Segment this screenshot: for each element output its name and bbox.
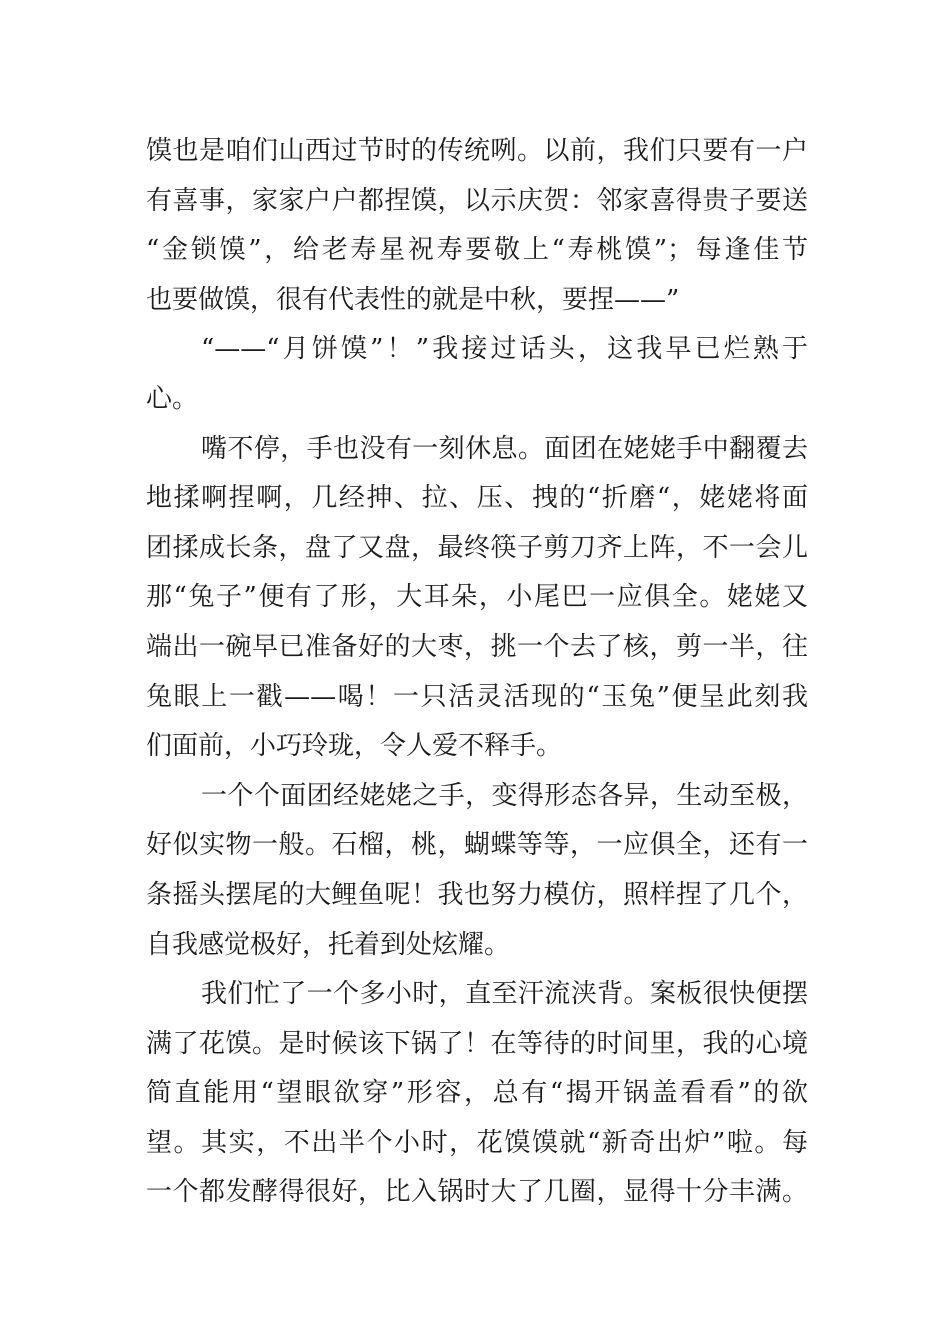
text-line: 馍也是咱们山西过节时的传统咧。以前，我们只要有一户 <box>146 136 808 166</box>
text-line: 我们忙了一个多小时，直至汗流浃背。案板很快便摆 <box>201 979 808 1010</box>
text-line: 那“兔子”便有了形，大耳朵，小尾巴一应俱全。姥姥又 <box>146 582 808 613</box>
document-body <box>146 127 808 1218</box>
text-line: 有喜事，家家户户都捏馍，以示庆贺：邻家喜得贵子要送 <box>146 185 808 216</box>
text-line: 一个都发酵得很好，比入锅时大了几圈，显得十分丰满。 <box>146 1177 808 1208</box>
text-line: 一个个面团经姥姥之手，变得形态各异，生动至极， <box>201 780 808 811</box>
text-line: 们面前，小巧玲珑，令人爱不释手。 <box>146 731 563 762</box>
text-line: 条摇头摆尾的大鲤鱼呢！我也努力模仿，照样捏了几个， <box>146 879 808 910</box>
text-line: 嘴不停，手也没有一刻休息。面团在姥姥手中翻覆去 <box>201 433 808 464</box>
text-line: 也要做馍，很有代表性的就是中秋，要捏——” <box>146 284 680 315</box>
text-line: 简直能用“望眼欲穿”形容，总有“揭开锅盖看看”的欲 <box>146 1078 808 1109</box>
text-line: 兔眼上一戳——喝！一只活灵活现的“玉兔”便呈此刻我 <box>146 681 808 712</box>
text-line: 望。其实，不出半个小时，花馍馍就“新奇出炉”啦。每 <box>146 1127 808 1158</box>
text-line: 满了花馍。是时候该下锅了！在等待的时间里，我的心境 <box>146 1028 808 1059</box>
text-line: 好似实物一般。石榴，桃，蝴蝶等等，一应俱全，还有一 <box>146 830 808 861</box>
paragraph-5 <box>146 970 808 1218</box>
text-line: “金锁馍”，给老寿星祝寿要敬上“寿桃馍”；每逢佳节 <box>146 235 808 266</box>
text-line: 端出一碗早已准备好的大枣，挑一个去了核，剪一半，往 <box>146 631 808 662</box>
text-line: 自我感觉极好，托着到处炫耀。 <box>146 929 511 960</box>
paragraph-1 <box>146 127 808 325</box>
text-line: 心。 <box>146 383 199 414</box>
paragraph-3 <box>146 425 808 772</box>
text-line: 地揉啊捏啊，几经抻、拉、压、拽的“折磨“，姥姥将面 <box>146 483 808 514</box>
text-line: 团揉成长条，盘了又盘，最终筷子剪刀齐上阵，不一会儿 <box>146 532 808 563</box>
paragraph-2 <box>146 325 808 424</box>
text-line: “——“月饼馍”！”我接过话头，这我早已烂熟于 <box>201 334 808 365</box>
paragraph-4 <box>146 772 808 970</box>
